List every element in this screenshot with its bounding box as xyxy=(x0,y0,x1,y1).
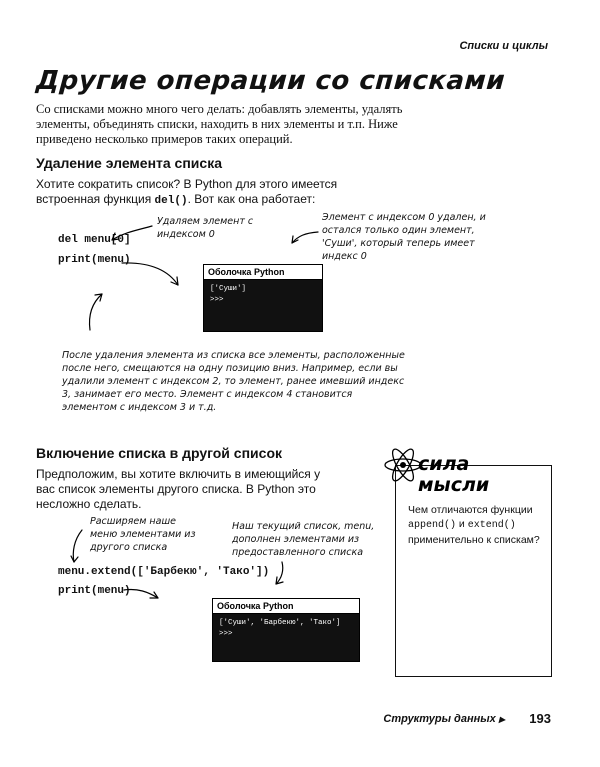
para-text: . Вот как она работает: xyxy=(187,192,316,206)
question-text: Чем отличаются функции xyxy=(408,504,533,516)
page-number: 193 xyxy=(529,711,551,726)
question-text: применительно к спискам? xyxy=(408,534,540,546)
annotation-delete-index: Удаляем элемент с индексом 0 xyxy=(157,216,254,240)
running-header: Списки и циклы xyxy=(459,40,548,52)
annotation-menu-updated: Наш текущий список, menu, дополнен элементами из предоставленного списка xyxy=(232,521,375,558)
inline-code: append() xyxy=(408,520,457,531)
arrow-head xyxy=(71,556,78,562)
triangle-icon: ▶ xyxy=(498,715,505,724)
annotation-extend-menu: Расширяем наше меню элементами из другого списка xyxy=(90,516,196,553)
code-line: menu.extend(['Барбекю', 'Тако']) xyxy=(58,566,270,578)
shell-prompt: >>> xyxy=(219,630,233,638)
arrow xyxy=(112,226,152,240)
section-paragraph-extend: Предположим, вы хотите включить в имеющийся у вас список элементы другого списка. В Python это несложно сделать. xyxy=(36,467,321,511)
code-line: print(menu) xyxy=(58,254,131,266)
shell-output: ['Суши', 'Барбекю', 'Тако'] xyxy=(219,619,341,627)
shell-title: Оболочка Python xyxy=(213,599,359,614)
arrow xyxy=(122,263,178,285)
question-text: и xyxy=(456,518,468,530)
annotation-remaining-element: Элемент с индексом 0 удален, и остался только один элемент, 'Суши', который теперь имеет индекс 0 xyxy=(322,212,486,262)
section-heading-extend: Включение списка в другой список xyxy=(36,445,282,461)
footer-section: Структуры данных xyxy=(383,713,496,725)
page-title: Другие операции со списками xyxy=(34,66,507,96)
running-footer xyxy=(383,713,505,725)
code-line: print(menu) xyxy=(58,585,131,597)
shell-title: Оболочка Python xyxy=(204,265,322,280)
para-text: Хотите сократить список? В Python для этого имеется встроенная функция xyxy=(36,177,338,206)
brain-power-title: сила xyxy=(418,453,470,475)
inline-code: extend() xyxy=(467,520,516,531)
arrow xyxy=(124,589,158,598)
section-heading-delete: Удаление элемента списка xyxy=(36,155,222,171)
brain-power-title: мысли xyxy=(418,474,490,496)
inline-code: del() xyxy=(154,195,188,207)
annotation-shift-explanation: После удаления элемента из списка все элементы, расположенные после него, смещаются на одну позицию вниз. Например, если вы удалили элемент с индексом 2, то элемент, ранее имевший индекс 3, занимает его место. Элемент с индексом 4 становится элементом с индексом 3 и т.д. xyxy=(62,350,405,413)
shell-prompt: >>> xyxy=(210,296,224,304)
intro-paragraph: Со списками можно много чего делать: добавлять элементы, удалять элементы, объединять списки, находить в них элементы и т.п. Ниже приведено несколько примеров таких операций. xyxy=(36,102,403,146)
code-line: del menu[0] xyxy=(58,234,131,246)
shell-output: ['Суши'] xyxy=(210,285,247,293)
